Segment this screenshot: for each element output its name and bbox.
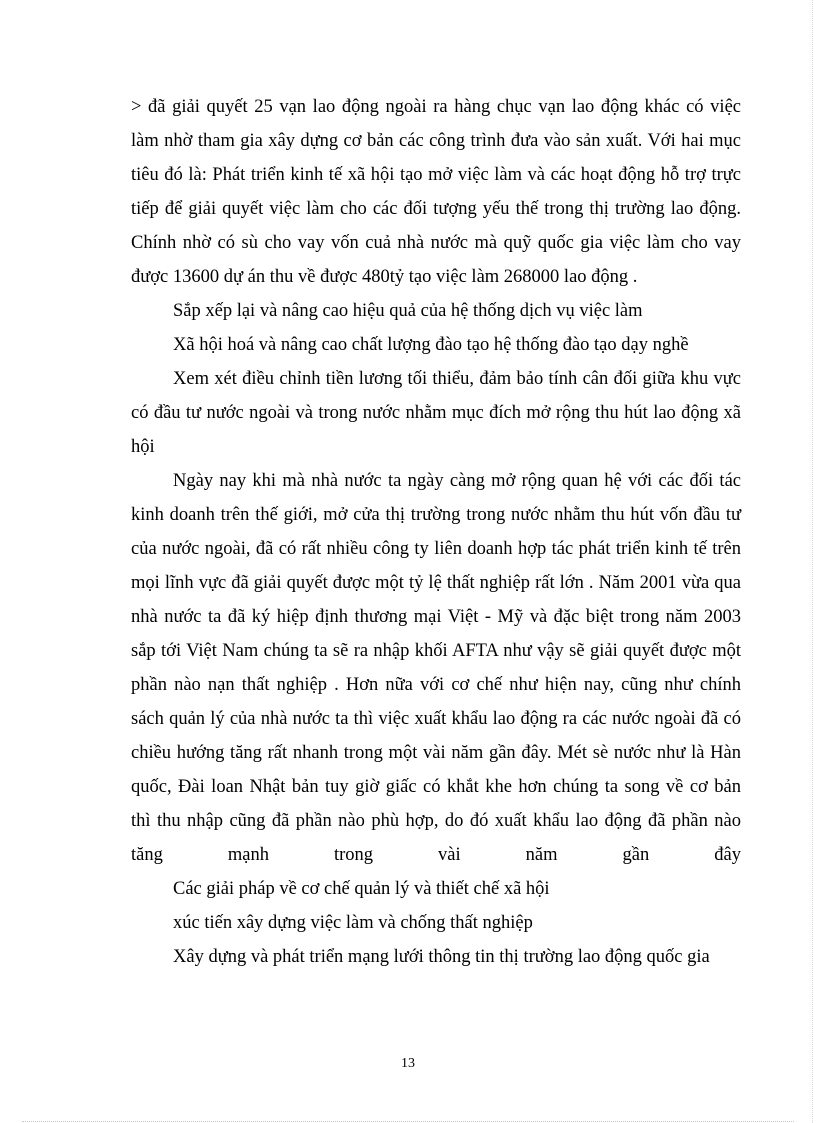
text-line: làm nhờ tham gia xây dựng cơ bản các công trình đưa vào sản xuất. Với hai mục	[131, 131, 741, 151]
text-line: mọi lĩnh vực đã giải quyết được một tỷ lệ thất nghiệp rất lớn . Năm 2001 vừa qua	[131, 573, 741, 593]
page-bottom-border	[22, 1121, 794, 1122]
text-line: Các giải pháp về cơ chế quản lý và thiết chế xã hội	[173, 879, 550, 899]
text-line: sách quản lý của nhà nước ta thì việc xuất khẩu lao động ra các nước ngoài đã có	[131, 709, 741, 729]
text-line: Xã hội hoá và nâng cao chất lượng đào tạo hệ thống đào tạo dạy nghề	[173, 335, 689, 355]
text-line: Sắp xếp lại và nâng cao hiệu quả của hệ thống dịch vụ việc làm	[173, 301, 643, 321]
text-line: Ngày nay khi mà nhà nước ta ngày càng mở rộng quan hệ với các đối tác	[173, 471, 741, 491]
text-line: tiêu đó là: Phát triển kinh tế xã hội tạo mở việc làm và các hoạt động hỗ trợ trực	[131, 165, 741, 185]
text-line: xúc tiến xây dựng việc làm và chống thất nghiệp	[173, 913, 533, 933]
text-line: của nước ngoài, đã có rất nhiều công ty liên doanh hợp tác phát triển kinh tế trên	[131, 539, 741, 559]
text-line: nhà nước ta đã ký hiệp định thương mại Việt - Mỹ và đặc biệt trong năm 2003	[131, 607, 741, 627]
text-line: tiếp để giải quyết việc làm cho các đối tượng yếu thế trong thị trường lao động.	[131, 199, 741, 219]
text-line: tăng mạnh trong vài năm gần đây	[131, 845, 741, 865]
text-line: sắp tới Việt Nam chúng ta sẽ ra nhập khối AFTA như vậy sẽ giải quyết được một	[131, 641, 741, 661]
text-line: quốc, Đài loan Nhật bản tuy giờ giấc có khắt khe hơn chúng ta song về cơ bản	[131, 777, 741, 797]
page-number: 13	[401, 1056, 415, 1071]
page-right-border	[812, 0, 813, 1123]
text-line: Chính nhờ có sù cho vay vốn cuả nhà nước mà quỹ quốc gia việc làm cho vay	[131, 233, 741, 253]
text-line: thì thu nhập cũng đã phần nào phù hợp, do đó xuất khẩu lao động đã phần nào	[131, 811, 741, 831]
text-line: có đầu tư nước ngoài và trong nước nhằm mục đích mở rộng thu hút lao động xã	[131, 403, 741, 423]
text-line: Xây dựng và phát triển mạng lưới thông tin thị trường lao động quốc gia	[173, 947, 710, 967]
text-line: được 13600 dự án thu về được 480tỷ tạo việc làm 268000 lao động .	[131, 267, 638, 287]
text-line: phần nào nạn thất nghiệp . Hơn nữa với cơ chế như hiện nay, cũng như chính	[131, 675, 741, 695]
text-line: hội	[131, 437, 155, 457]
body-text	[131, 90, 741, 974]
text-line: > đã giải quyết 25 vạn lao động ngoài ra hàng chục vạn lao động khác có việc	[131, 97, 741, 117]
text-line: Xem xét điều chỉnh tiền lương tối thiểu, đảm bảo tính cân đối giữa khu vực	[173, 369, 741, 389]
text-line: chiều hướng tăng rất nhanh trong một vài năm gần đây. Mét sè nước như là Hàn	[131, 743, 741, 763]
text-line: kinh doanh trên thế giới, mở cửa thị trường trong nước nhằm thu hút vốn đầu tư	[131, 505, 741, 525]
